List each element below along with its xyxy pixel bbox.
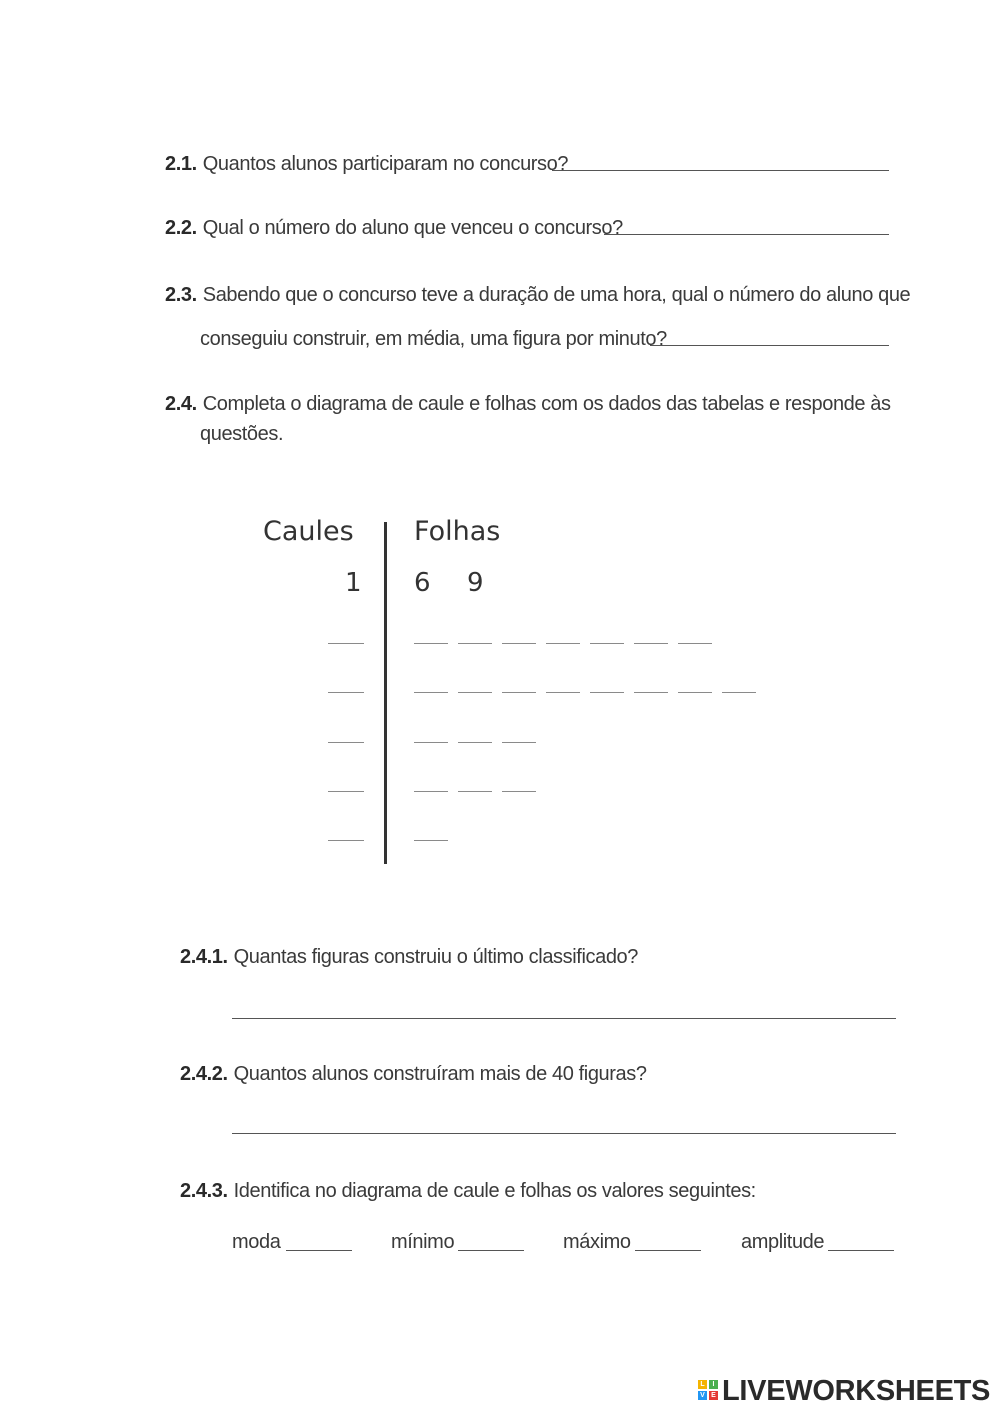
leaf-blank[interactable]	[634, 643, 668, 644]
leaf-blank[interactable]	[502, 742, 536, 743]
answer-blank-2-2[interactable]	[604, 234, 889, 235]
question-2-4-3	[180, 1180, 756, 1203]
leaf-blank[interactable]	[414, 643, 448, 644]
answer-blank-2-3[interactable]	[650, 345, 889, 346]
leaf-value: 9	[467, 568, 484, 598]
question-number: 2.4.1.	[180, 946, 228, 968]
diagram-divider	[384, 522, 387, 864]
leaf-blank[interactable]	[590, 692, 624, 693]
answer-blank-2-1[interactable]	[552, 170, 889, 171]
amplitude-blank[interactable]	[828, 1250, 894, 1251]
question-text: Quantos alunos participaram no concurso?	[202, 153, 569, 175]
question-number: 2.2.	[165, 217, 197, 239]
leaf-blank[interactable]	[458, 643, 492, 644]
leaf-blank[interactable]	[678, 643, 712, 644]
question-2-3	[165, 284, 910, 307]
minimo-label: mínimo	[391, 1231, 455, 1253]
leaf-blank[interactable]	[414, 692, 448, 693]
question-2-4-2	[180, 1063, 647, 1086]
leaf-blank[interactable]	[458, 742, 492, 743]
stems-header: Caules	[263, 516, 354, 547]
question-number: 2.4.3.	[180, 1180, 228, 1202]
minimo-blank[interactable]	[458, 1250, 524, 1251]
question-text: Quantos alunos construíram mais de 40 figuras?	[233, 1063, 647, 1085]
answer-line-2-4-2[interactable]	[232, 1133, 896, 1134]
leaf-blank[interactable]	[502, 791, 536, 792]
question-2-3-line2: conseguiu construir, em média, uma figura por minuto?	[200, 328, 667, 350]
leaf-value: 6	[414, 568, 431, 598]
leaves-header: Folhas	[414, 516, 501, 547]
logo-text: LIVEWORKSHEETS	[722, 1375, 991, 1407]
leaf-blank[interactable]	[590, 643, 624, 644]
question-2-2	[165, 217, 623, 240]
leaf-blank[interactable]	[414, 840, 448, 841]
leaf-blank[interactable]	[414, 742, 448, 743]
logo-tile: V	[698, 1391, 707, 1400]
leaf-blank[interactable]	[502, 643, 536, 644]
question-number: 2.4.	[165, 393, 197, 415]
answer-line-2-4-1[interactable]	[232, 1018, 896, 1019]
question-2-4-line2: questões.	[200, 423, 284, 445]
amplitude-label: amplitude	[741, 1231, 825, 1253]
leaf-blank[interactable]	[546, 692, 580, 693]
leaf-blank[interactable]	[458, 791, 492, 792]
stem-blank[interactable]	[328, 742, 364, 743]
leaf-blank[interactable]	[546, 643, 580, 644]
leaf-blank[interactable]	[678, 692, 712, 693]
moda-label: moda	[232, 1231, 281, 1253]
stem-blank[interactable]	[328, 692, 364, 693]
stem-value: 1	[345, 568, 362, 598]
question-number: 2.4.2.	[180, 1063, 228, 1085]
question-text: Identifica no diagrama de caule e folhas os valores seguintes:	[233, 1180, 756, 1202]
leaf-blank[interactable]	[458, 692, 492, 693]
question-text: Quantas figuras construiu o último classificado?	[233, 946, 638, 968]
logo-tile: I	[709, 1380, 718, 1389]
leaf-blank[interactable]	[502, 692, 536, 693]
leaf-blank[interactable]	[634, 692, 668, 693]
question-text-line1: Sabendo que o concurso teve a duração de uma hora, qual o número do aluno que	[202, 284, 911, 306]
stem-blank[interactable]	[328, 791, 364, 792]
logo-tile: L	[698, 1380, 707, 1389]
question-text-line1: Completa o diagrama de caule e folhas com os dados das tabelas e responde às	[202, 393, 891, 415]
moda-blank[interactable]	[286, 1250, 352, 1251]
maximo-label: máximo	[563, 1231, 631, 1253]
stem-blank[interactable]	[328, 643, 364, 644]
question-2-4	[165, 393, 891, 416]
question-number: 2.1.	[165, 153, 197, 175]
question-2-1	[165, 153, 568, 176]
leaf-blank[interactable]	[722, 692, 756, 693]
question-number: 2.3.	[165, 284, 197, 306]
maximo-blank[interactable]	[635, 1250, 701, 1251]
question-2-4-1	[180, 946, 638, 969]
logo-tile: E	[709, 1391, 718, 1400]
stem-blank[interactable]	[328, 840, 364, 841]
question-text: Qual o número do aluno que venceu o concurso?	[202, 217, 623, 239]
leaf-blank[interactable]	[414, 791, 448, 792]
